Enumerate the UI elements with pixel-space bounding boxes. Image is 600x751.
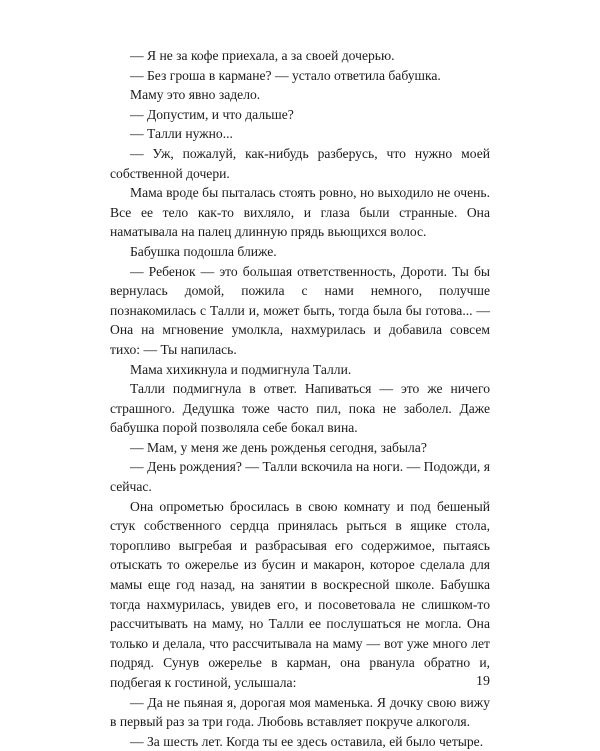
paragraph: — Ребенок — это большая ответственность, Дороти. Ты бы вернулась домой, пожила с нами немного, получше познакомилась с Талли и, может быть, тогда была бы готова... — Она на мгновение умолкла, нахмурилась и добавила совсем тихо: — Ты напилась. [110, 263, 490, 357]
paragraph: Она опрометью бросилась в свою комнату и под бешеный стук собственного сердца принялась рыться в ящике стола, торопливо выгребая и разбрасывая его содержимое, пытаясь отыскать то ожерелье из бусин и макарон, которое сделала для мамы еще год назад, на занятии в воскресной школе. Бабушка тогда нахмурилась, увидев его, и посоветовала не слишком-то рассчитывать на маму, но Талли ее послушаться не могла. Она только и делала, что рассчитывала на маму — вот уже много лет подряд. Сунув ожерелье в карман, она рванула обратно и, подбегая к гостиной, услышала: [110, 498, 490, 690]
paragraph: Мама хихикнула и подмигнула Талли. [130, 361, 352, 377]
paragraph: Бабушка подошла ближе. [130, 243, 277, 259]
paragraph: Мама вроде бы пыталась стоять ровно, но выходило не очень. Все ее тело как-то вихляло, и глаза были странные. Она наматывала на палец длинную прядь вьющихся волос. [110, 185, 490, 240]
page-number: 19 [476, 674, 490, 689]
paragraph: Маму это явно задело. [130, 87, 261, 103]
paragraph: — День рождения? — Талли вскочила на ноги. — Подожди, я сейчас. [110, 459, 490, 495]
paragraph: — За шесть лет. Когда ты ее здесь оставила, ей было четыре. [130, 733, 484, 749]
paragraph: — Уж, пожалуй, как-нибудь разберусь, что нужно моей собственной дочери. [110, 145, 490, 181]
paragraph: — Без гроша в кармане? — устало ответила бабушка. [130, 67, 441, 83]
paragraph: Талли подмигнула в ответ. Напиваться — это же ничего страшного. Дедушка тоже часто пил, пока не заболел. Даже бабушка порой позволяла себе бокал вина. [110, 381, 490, 436]
paragraph: — Допустим, и что дальше? [130, 106, 294, 122]
body-text [110, 46, 490, 751]
paragraph: — Талли нужно... [130, 126, 233, 142]
paragraph: — Я не за кофе приехала, а за своей дочерью. [130, 48, 395, 63]
paragraph: — Да не пьяная я, дорогая моя маменька. Я дочку свою вижу в первый раз за три года. Любовь вставляет покруче алкоголя. [110, 694, 490, 730]
paragraph: — Мам, у меня же день рожденья сегодня, забыла? [130, 439, 427, 455]
